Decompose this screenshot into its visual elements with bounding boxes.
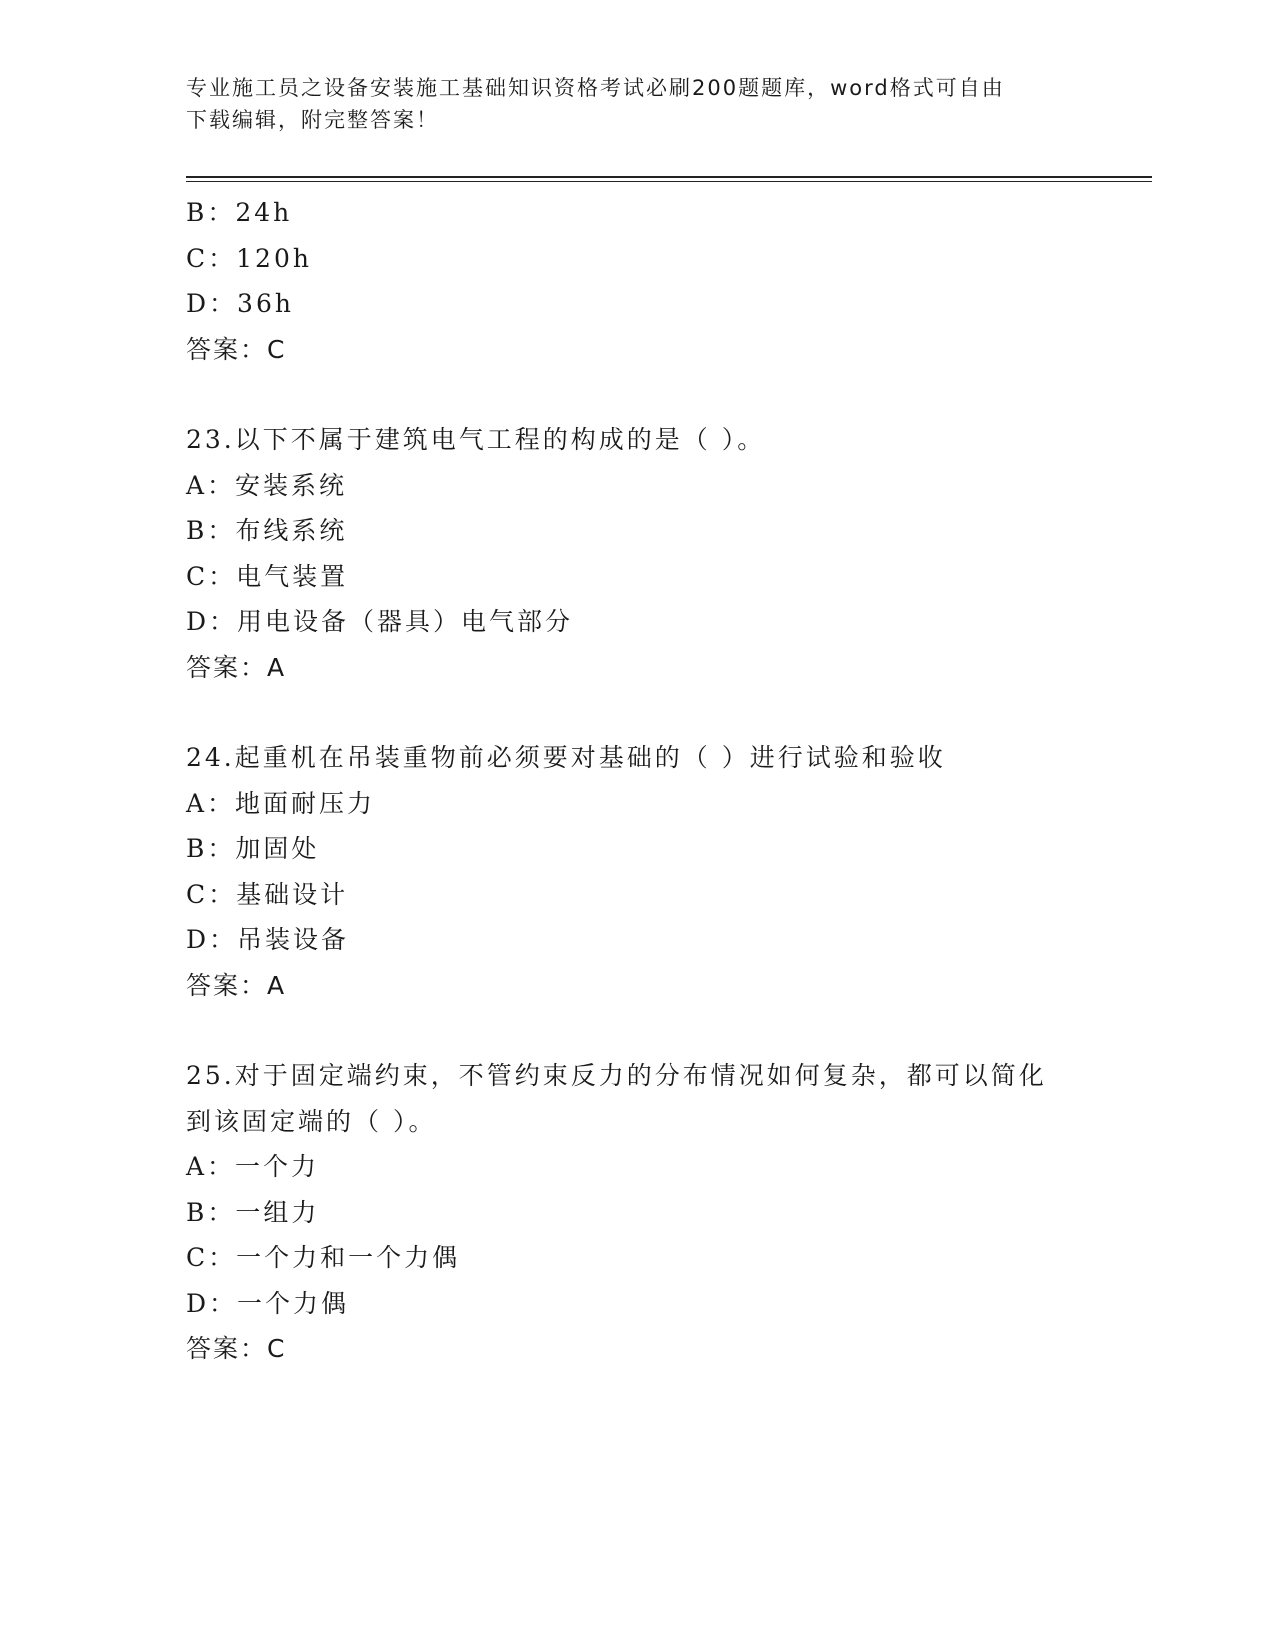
option-c: C：基础设计 [186, 879, 349, 909]
answer: 答案：C [186, 1334, 287, 1363]
answer: 答案：A [186, 652, 287, 682]
header-line-1: 专业施工员之设备安装施工基础知识资格考试必刷200题题库，word格式可自由 [186, 76, 1005, 100]
question-22-continued [186, 190, 1086, 372]
question-title: 24.起重机在吊装重物前必须要对基础的（ ）进行试验和验收 [186, 743, 946, 772]
option-b: B：一组力 [186, 1197, 320, 1227]
question-23 [186, 417, 1086, 690]
option-a: A：地面耐压力 [186, 788, 376, 818]
option-c: C：120h [186, 243, 312, 273]
option-d: D：用电设备（器具）电气部分 [186, 607, 574, 636]
option-b: B：布线系统 [186, 516, 348, 545]
question-list [186, 190, 1086, 1372]
page-header [186, 72, 1086, 136]
option-c: C：一个力和一个力偶 [186, 1243, 461, 1272]
answer: 答案：A [186, 970, 287, 1000]
option-a: A：一个力 [186, 1152, 320, 1181]
question-title-line-1: 25.对于固定端约束，不管约束反力的分布情况如何复杂，都可以简化 [186, 1061, 1047, 1090]
header-divider [186, 176, 1152, 178]
option-d: D：吊装设备 [186, 925, 350, 954]
option-b: B：加固处 [186, 834, 320, 863]
question-25 [186, 1053, 1086, 1372]
question-title-line-2: 到该固定端的（ ）。 [186, 1106, 437, 1136]
option-d: D：36h [186, 289, 294, 318]
answer: 答案：C [186, 334, 287, 364]
question-title: 23.以下不属于建筑电气工程的构成的是（ ）。 [186, 425, 766, 454]
question-24 [186, 735, 1086, 1008]
option-c: C：电气装置 [186, 561, 349, 591]
header-line-2: 下载编辑，附完整答案！ [186, 108, 439, 132]
option-b: B：24h [186, 198, 293, 227]
option-d: D：一个力偶 [186, 1288, 350, 1318]
header-divider-thin [186, 181, 1152, 182]
option-a: A：安装系统 [186, 470, 348, 500]
